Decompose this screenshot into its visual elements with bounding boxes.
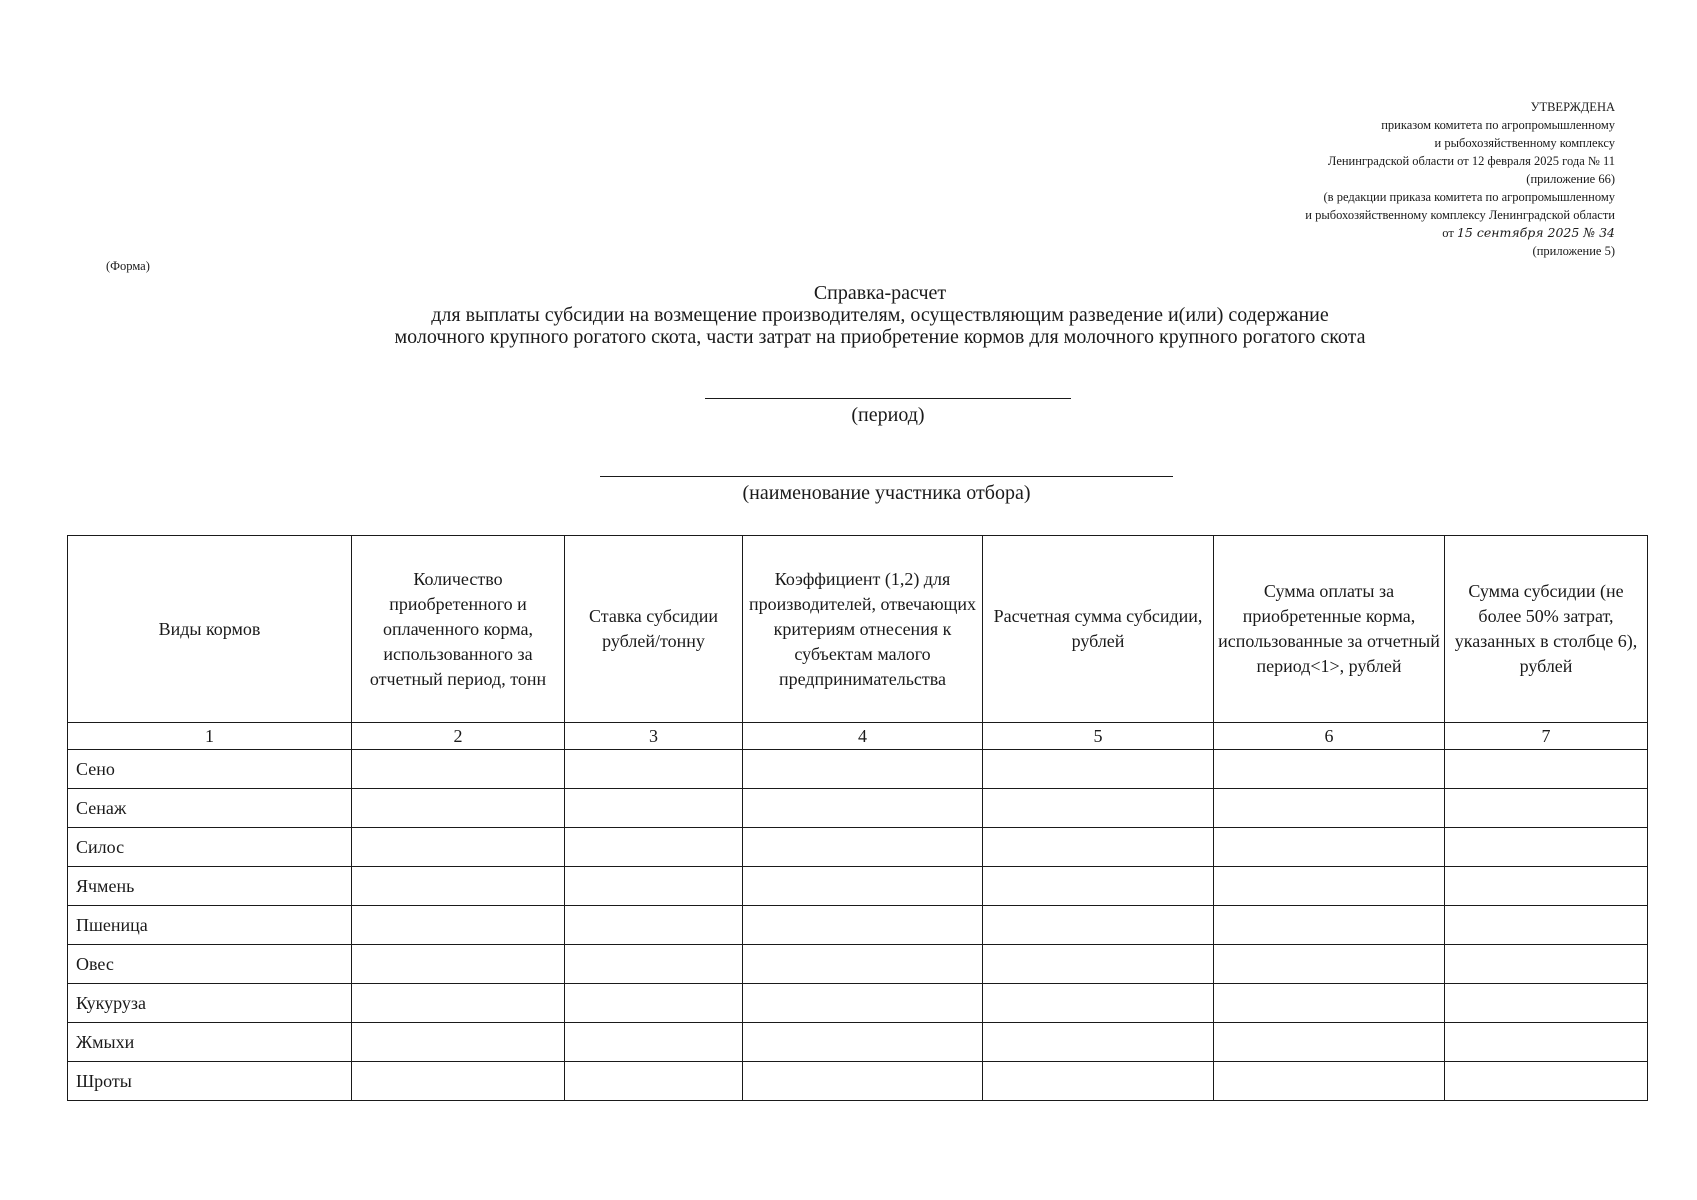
approval-line-6: (в редакции приказа комитета по агропромышленному xyxy=(1323,190,1615,204)
quantity-cell[interactable] xyxy=(352,867,565,906)
feed-type-cell: Сено xyxy=(68,750,352,789)
coefficient-cell[interactable] xyxy=(743,1062,983,1101)
feed-type-cell: Кукуруза xyxy=(68,984,352,1023)
rate-cell[interactable] xyxy=(565,1062,743,1101)
approval-line-7: и рыбохозяйственному комплексу Ленинградской области xyxy=(1305,208,1615,222)
quantity-cell[interactable] xyxy=(352,750,565,789)
payment-sum-cell[interactable] xyxy=(1214,867,1445,906)
title-line-1: Справка-расчет xyxy=(813,282,947,304)
header-payment-sum: Сумма оплаты за приобретенные корма, использованные за отчетный период<1>, рублей xyxy=(1214,536,1445,723)
table-row xyxy=(68,906,1648,945)
approval-line-4: Ленинградской области от 12 февраля 2025 года № 11 xyxy=(1327,154,1615,168)
header-quantity: Количество приобретенного и оплаченного корма, использованного за отчетный период, тонн xyxy=(352,536,565,723)
subsidy-sum-cell[interactable] xyxy=(1445,828,1648,867)
column-number: 7 xyxy=(1445,723,1648,750)
header-feed-type: Виды кормов xyxy=(68,536,352,723)
subsidy-sum-cell[interactable] xyxy=(1445,1062,1648,1101)
quantity-cell[interactable] xyxy=(352,984,565,1023)
feed-type-cell: Силос xyxy=(68,828,352,867)
rate-cell[interactable] xyxy=(565,828,743,867)
approval-line-5: (приложение 66) xyxy=(1526,172,1615,186)
rate-cell[interactable] xyxy=(565,945,743,984)
rate-cell[interactable] xyxy=(565,750,743,789)
payment-sum-cell[interactable] xyxy=(1214,789,1445,828)
approval-date-prefix: от xyxy=(1442,226,1454,240)
coefficient-cell[interactable] xyxy=(743,906,983,945)
participant-caption: (наименование участника отбора) xyxy=(742,482,1031,504)
coefficient-cell[interactable] xyxy=(743,828,983,867)
coefficient-cell[interactable] xyxy=(743,984,983,1023)
quantity-cell[interactable] xyxy=(352,1023,565,1062)
feed-type-cell: Сенаж xyxy=(68,789,352,828)
approval-line-1: УТВЕРЖДЕНА xyxy=(1530,100,1615,114)
header-estimated-subsidy: Расчетная сумма субсидии, рублей xyxy=(983,536,1214,723)
header-rate: Ставка субсидии рублей/тонну xyxy=(565,536,743,723)
table-row xyxy=(68,867,1648,906)
rate-cell[interactable] xyxy=(565,789,743,828)
estimated-subsidy-cell[interactable] xyxy=(983,945,1214,984)
approval-line-9: (приложение 5) xyxy=(1532,244,1615,258)
rate-cell[interactable] xyxy=(565,906,743,945)
column-number: 4 xyxy=(743,723,983,750)
column-number: 2 xyxy=(352,723,565,750)
coefficient-cell[interactable] xyxy=(743,750,983,789)
column-number: 6 xyxy=(1214,723,1445,750)
coefficient-cell[interactable] xyxy=(743,789,983,828)
rate-cell[interactable] xyxy=(565,1023,743,1062)
subsidy-sum-cell[interactable] xyxy=(1445,945,1648,984)
column-number: 1 xyxy=(68,723,352,750)
subsidy-calculation-table xyxy=(67,535,1648,1101)
approval-line-2: приказом комитета по агропромышленному xyxy=(1381,118,1615,132)
quantity-cell[interactable] xyxy=(352,828,565,867)
column-number: 3 xyxy=(565,723,743,750)
column-number: 5 xyxy=(983,723,1214,750)
period-caption: (период) xyxy=(851,404,925,426)
approval-line-3: и рыбохозяйственному комплексу xyxy=(1434,136,1615,150)
payment-sum-cell[interactable] xyxy=(1214,750,1445,789)
coefficient-cell[interactable] xyxy=(743,945,983,984)
estimated-subsidy-cell[interactable] xyxy=(983,828,1214,867)
quantity-cell[interactable] xyxy=(352,906,565,945)
column-number-row xyxy=(68,723,1648,750)
table-row xyxy=(68,1062,1648,1101)
quantity-cell[interactable] xyxy=(352,789,565,828)
table-row xyxy=(68,984,1648,1023)
coefficient-cell[interactable] xyxy=(743,867,983,906)
participant-line xyxy=(600,476,1173,477)
feed-type-cell: Жмыхи xyxy=(68,1023,352,1062)
subsidy-sum-cell[interactable] xyxy=(1445,867,1648,906)
payment-sum-cell[interactable] xyxy=(1214,1062,1445,1101)
header-subsidy-sum: Сумма субсидии (не более 50% затрат, указанных в столбце 6), рублей xyxy=(1445,536,1648,723)
estimated-subsidy-cell[interactable] xyxy=(983,789,1214,828)
payment-sum-cell[interactable] xyxy=(1214,828,1445,867)
subsidy-sum-cell[interactable] xyxy=(1445,984,1648,1023)
subsidy-sum-cell[interactable] xyxy=(1445,906,1648,945)
estimated-subsidy-cell[interactable] xyxy=(983,906,1214,945)
table-row xyxy=(68,750,1648,789)
payment-sum-cell[interactable] xyxy=(1214,945,1445,984)
estimated-subsidy-cell[interactable] xyxy=(983,984,1214,1023)
subsidy-sum-cell[interactable] xyxy=(1445,750,1648,789)
subsidy-sum-cell[interactable] xyxy=(1445,1023,1648,1062)
estimated-subsidy-cell[interactable] xyxy=(983,867,1214,906)
rate-cell[interactable] xyxy=(565,867,743,906)
period-line xyxy=(705,398,1071,399)
feed-type-cell: Шроты xyxy=(68,1062,352,1101)
approval-stamp xyxy=(1305,98,1615,260)
title-line-3: молочного крупного рогатого скота, части затрат на приобретение кормов для молочного крупного рогатого скота xyxy=(394,326,1366,348)
coefficient-cell[interactable] xyxy=(743,1023,983,1062)
estimated-subsidy-cell[interactable] xyxy=(983,1062,1214,1101)
table-header-row xyxy=(68,536,1648,723)
table-row xyxy=(68,789,1648,828)
table-row xyxy=(68,1023,1648,1062)
estimated-subsidy-cell[interactable] xyxy=(983,750,1214,789)
rate-cell[interactable] xyxy=(565,984,743,1023)
form-label: (Форма) xyxy=(106,259,150,273)
table-row xyxy=(68,945,1648,984)
feed-type-cell: Ячмень xyxy=(68,867,352,906)
document-title xyxy=(180,282,1580,348)
payment-sum-cell[interactable] xyxy=(1214,906,1445,945)
header-coefficient: Коэффициент (1,2) для производителей, отвечающих критериям отнесения к субъектам малого предпринимательства xyxy=(743,536,983,723)
payment-sum-cell[interactable] xyxy=(1214,984,1445,1023)
table-row xyxy=(68,828,1648,867)
handwritten-date-number: 15 сентября 2025 № 34 xyxy=(1456,225,1615,240)
approval-line-8 xyxy=(1305,224,1615,242)
estimated-subsidy-cell[interactable] xyxy=(983,1023,1214,1062)
title-line-2: для выплаты субсидии на возмещение производителям, осуществляющим разведение и(или) содержание xyxy=(431,304,1329,326)
quantity-cell[interactable] xyxy=(352,1062,565,1101)
feed-type-cell: Пшеница xyxy=(68,906,352,945)
subsidy-sum-cell[interactable] xyxy=(1445,789,1648,828)
feed-type-cell: Овес xyxy=(68,945,352,984)
quantity-cell[interactable] xyxy=(352,945,565,984)
payment-sum-cell[interactable] xyxy=(1214,1023,1445,1062)
